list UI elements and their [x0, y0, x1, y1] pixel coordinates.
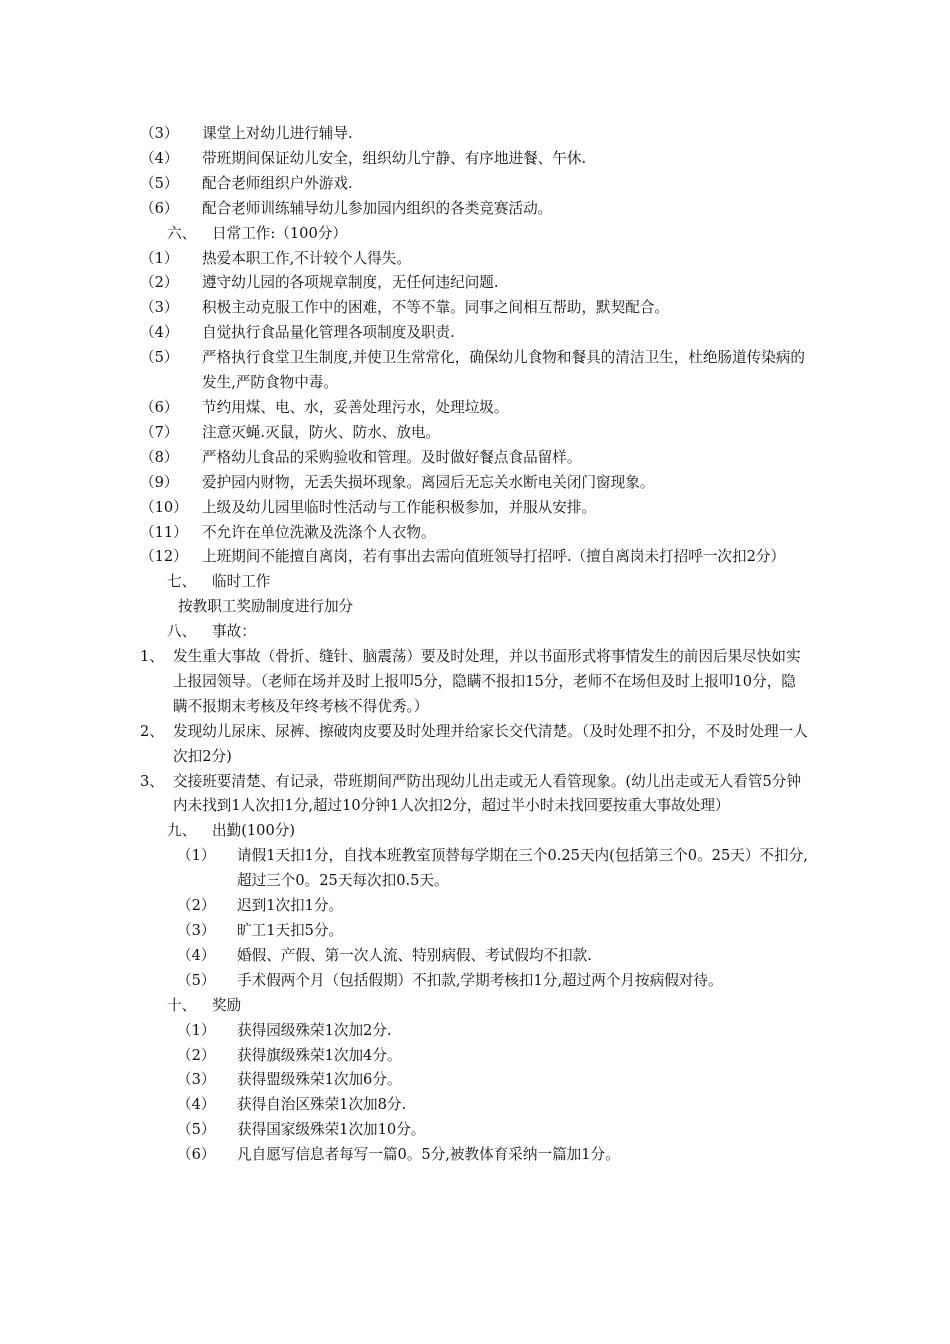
item-marker: （5） — [177, 971, 216, 989]
item-text: 迟到1次扣1分。 — [237, 897, 344, 915]
list-item — [140, 1019, 810, 1044]
section-marker: 十、 — [167, 996, 197, 1014]
list-item — [140, 720, 810, 770]
item-text: 注意灭蝇.灭鼠，防火、防水、放电。 — [202, 423, 441, 441]
list-item — [140, 421, 810, 446]
section-marker: 六、 — [167, 224, 197, 242]
item-text: 积极主动克服工作中的困难，不等不靠。同事之间相互帮助，默契配合。 — [202, 299, 670, 317]
list-item — [140, 122, 810, 147]
item-text: 获得旗级殊荣1次加4分。 — [237, 1046, 402, 1064]
item-text: 遵守幼儿园的各项规章制度，无任何违纪问题. — [202, 274, 499, 292]
item-text: 节约用煤、电、水，妥善处理污水，处理垃圾。 — [202, 398, 509, 416]
section-marker: 八、 — [167, 623, 197, 641]
item-marker: （5） — [140, 349, 179, 367]
list-item — [140, 1118, 810, 1143]
section-title: 临时工作 — [212, 573, 271, 591]
item-marker: （3） — [140, 299, 179, 317]
item-text: 获得自治区殊荣1次加8分. — [237, 1096, 407, 1114]
list-item — [140, 346, 810, 396]
item-text: 婚假、产假、第一次人流、特别病假、考试假均不扣款. — [237, 946, 592, 964]
list-item — [140, 894, 810, 919]
item-text: 带班期间保证幼儿安全，组织幼儿宁静、有序地进餐、午休. — [202, 149, 587, 167]
item-marker: （2） — [140, 274, 179, 292]
section-heading-attendance — [140, 819, 810, 844]
item-marker: （4） — [140, 149, 179, 167]
list-item — [140, 321, 810, 346]
list-item — [140, 271, 810, 296]
section-marker: 九、 — [167, 822, 197, 840]
item-text: 爱护园内财物，无丢失损坏现象。离园后无忘关水断电关闭门窗现象。 — [202, 473, 655, 491]
item-text: 旷工1天扣5分。 — [237, 922, 344, 939]
list-item — [140, 471, 810, 496]
item-marker: （12） — [140, 548, 188, 566]
list-item — [140, 396, 810, 421]
list-item — [140, 944, 810, 969]
item-text: 获得国家级殊荣1次加10分。 — [237, 1121, 426, 1139]
duty-list-a — [140, 122, 810, 222]
item-text: 严格幼儿食品的采购验收和管理。及时做好餐点食品留样。 — [202, 448, 582, 466]
list-item — [140, 296, 810, 321]
document-body — [140, 122, 810, 1168]
item-marker: （4） — [177, 1096, 216, 1114]
list-item — [140, 496, 810, 521]
item-marker: （6） — [177, 1146, 216, 1164]
list-item — [140, 521, 810, 546]
list-item — [140, 197, 810, 222]
section-heading-reward — [140, 994, 810, 1019]
item-marker: （1） — [177, 1021, 216, 1039]
item-marker: 2、 — [140, 722, 164, 740]
section-title: 日常工作:（100分） — [212, 224, 347, 242]
list-item — [140, 770, 810, 820]
item-text: 发现幼儿尿床、尿裤、擦破肉皮要及时处理并给家长交代清楚。（及时处理不扣分，不及时处理一人次扣2分) — [173, 722, 808, 765]
item-marker: （9） — [140, 473, 179, 491]
list-item — [140, 172, 810, 197]
item-text: 凡自愿写信息者每写一篇0。5分,被教体育采纳一篇加1分。 — [237, 1146, 620, 1164]
item-text: 手术假两个月（包括假期）不扣款,学期考核扣1分,超过两个月按病假对待。 — [237, 971, 723, 989]
item-text: 自觉执行食品量化管理各项制度及职责. — [202, 324, 455, 342]
item-marker: （6） — [140, 199, 179, 217]
item-marker: （3） — [177, 922, 216, 939]
item-marker: （7） — [140, 423, 179, 441]
item-text: 请假1天扣1分，自找本班教室顶替每学期在三个0.25天内(包括第三个0。25天）不扣分,超过三个0。25天每次扣0.5天。 — [237, 847, 808, 890]
item-text: 配合老师训练辅导幼儿参加园内组织的各类竞赛活动。 — [202, 199, 553, 217]
section-marker: 七、 — [167, 573, 197, 591]
list-item — [140, 147, 810, 172]
list-item — [140, 1143, 810, 1168]
section-title: 事故： — [212, 623, 256, 641]
section-title: 奖励 — [212, 996, 242, 1014]
accident-list — [140, 645, 810, 819]
section-title: 出勤(100分) — [212, 822, 296, 840]
item-text: 交接班要清楚、有记录，带班期间严防出现幼儿出走或无人看管现象。(幼儿出走或无人看管5分钟内未找到1人次扣1分,超过10分钟1人次扣2分，超过半小时未找回要按重大事故处理） — [173, 772, 801, 815]
item-text: 课堂上对幼儿进行辅导. — [202, 125, 353, 142]
item-text: 获得盟级殊荣1次加6分。 — [237, 1071, 402, 1089]
list-item — [140, 919, 810, 944]
item-marker: （6） — [140, 398, 179, 416]
item-marker: （10） — [140, 498, 188, 516]
section-heading-accident — [140, 620, 810, 645]
duty-list-b — [140, 247, 810, 571]
item-marker: （4） — [140, 324, 179, 342]
item-marker: （4） — [177, 946, 216, 964]
item-text: 热爱本职工作,不计较个人得失。 — [202, 249, 411, 267]
item-marker: 1、 — [140, 648, 164, 666]
list-item — [140, 446, 810, 471]
list-item — [140, 1068, 810, 1093]
item-text: 获得园级殊荣1次加2分. — [237, 1021, 392, 1039]
item-text: 配合老师组织户外游戏. — [202, 174, 353, 192]
section-heading-temp-work — [140, 570, 810, 595]
item-marker: 3、 — [140, 772, 164, 790]
list-item — [140, 969, 810, 994]
reward-list — [140, 1019, 810, 1168]
item-text: 严格执行食堂卫生制度,并使卫生常常化，确保幼儿食物和餐具的清洁卫生，杜绝肠道传染病的发生,严防食物中毒。 — [202, 349, 805, 392]
item-marker: （11） — [140, 523, 188, 541]
item-text: 不允许在单位洗漱及洗涤个人衣物。 — [202, 523, 436, 541]
list-item — [140, 1093, 810, 1118]
item-marker: （1） — [177, 847, 216, 865]
item-marker: （5） — [177, 1121, 216, 1139]
item-marker: （3） — [140, 125, 179, 142]
item-marker: （8） — [140, 448, 179, 466]
item-marker: （5） — [140, 174, 179, 192]
item-marker: （3） — [177, 1071, 216, 1089]
item-text: 上班期间不能擅自离岗，若有事出去需向值班领导打招呼.（擅自离岗未打招呼一次扣2分） — [202, 548, 786, 566]
item-text: 发生重大事故（骨折、缝针、脑震荡）要及时处理，并以书面形式将事情发生的前因后果尽快如实上报园领导。（老师在场并及时上报叩5分，隐瞒不报扣15分，老师不在场但及时上报叩10分，隐瞒不报期末考核及年终考核不得优秀。） — [173, 648, 801, 715]
temp-work-text: 按教职工奖励制度进行加分 — [178, 598, 354, 616]
list-item — [140, 645, 810, 720]
item-marker: （1） — [140, 249, 179, 267]
list-item — [140, 545, 810, 570]
list-item — [140, 247, 810, 272]
section-heading-daily-work — [140, 222, 810, 247]
item-marker: （2） — [177, 897, 216, 915]
list-item — [140, 1044, 810, 1069]
item-text: 上级及幼儿园里临时性活动与工作能积极参加，并服从安排。 — [202, 498, 597, 516]
item-marker: （2） — [177, 1046, 216, 1064]
attendance-list — [140, 844, 810, 993]
list-item — [140, 844, 810, 894]
